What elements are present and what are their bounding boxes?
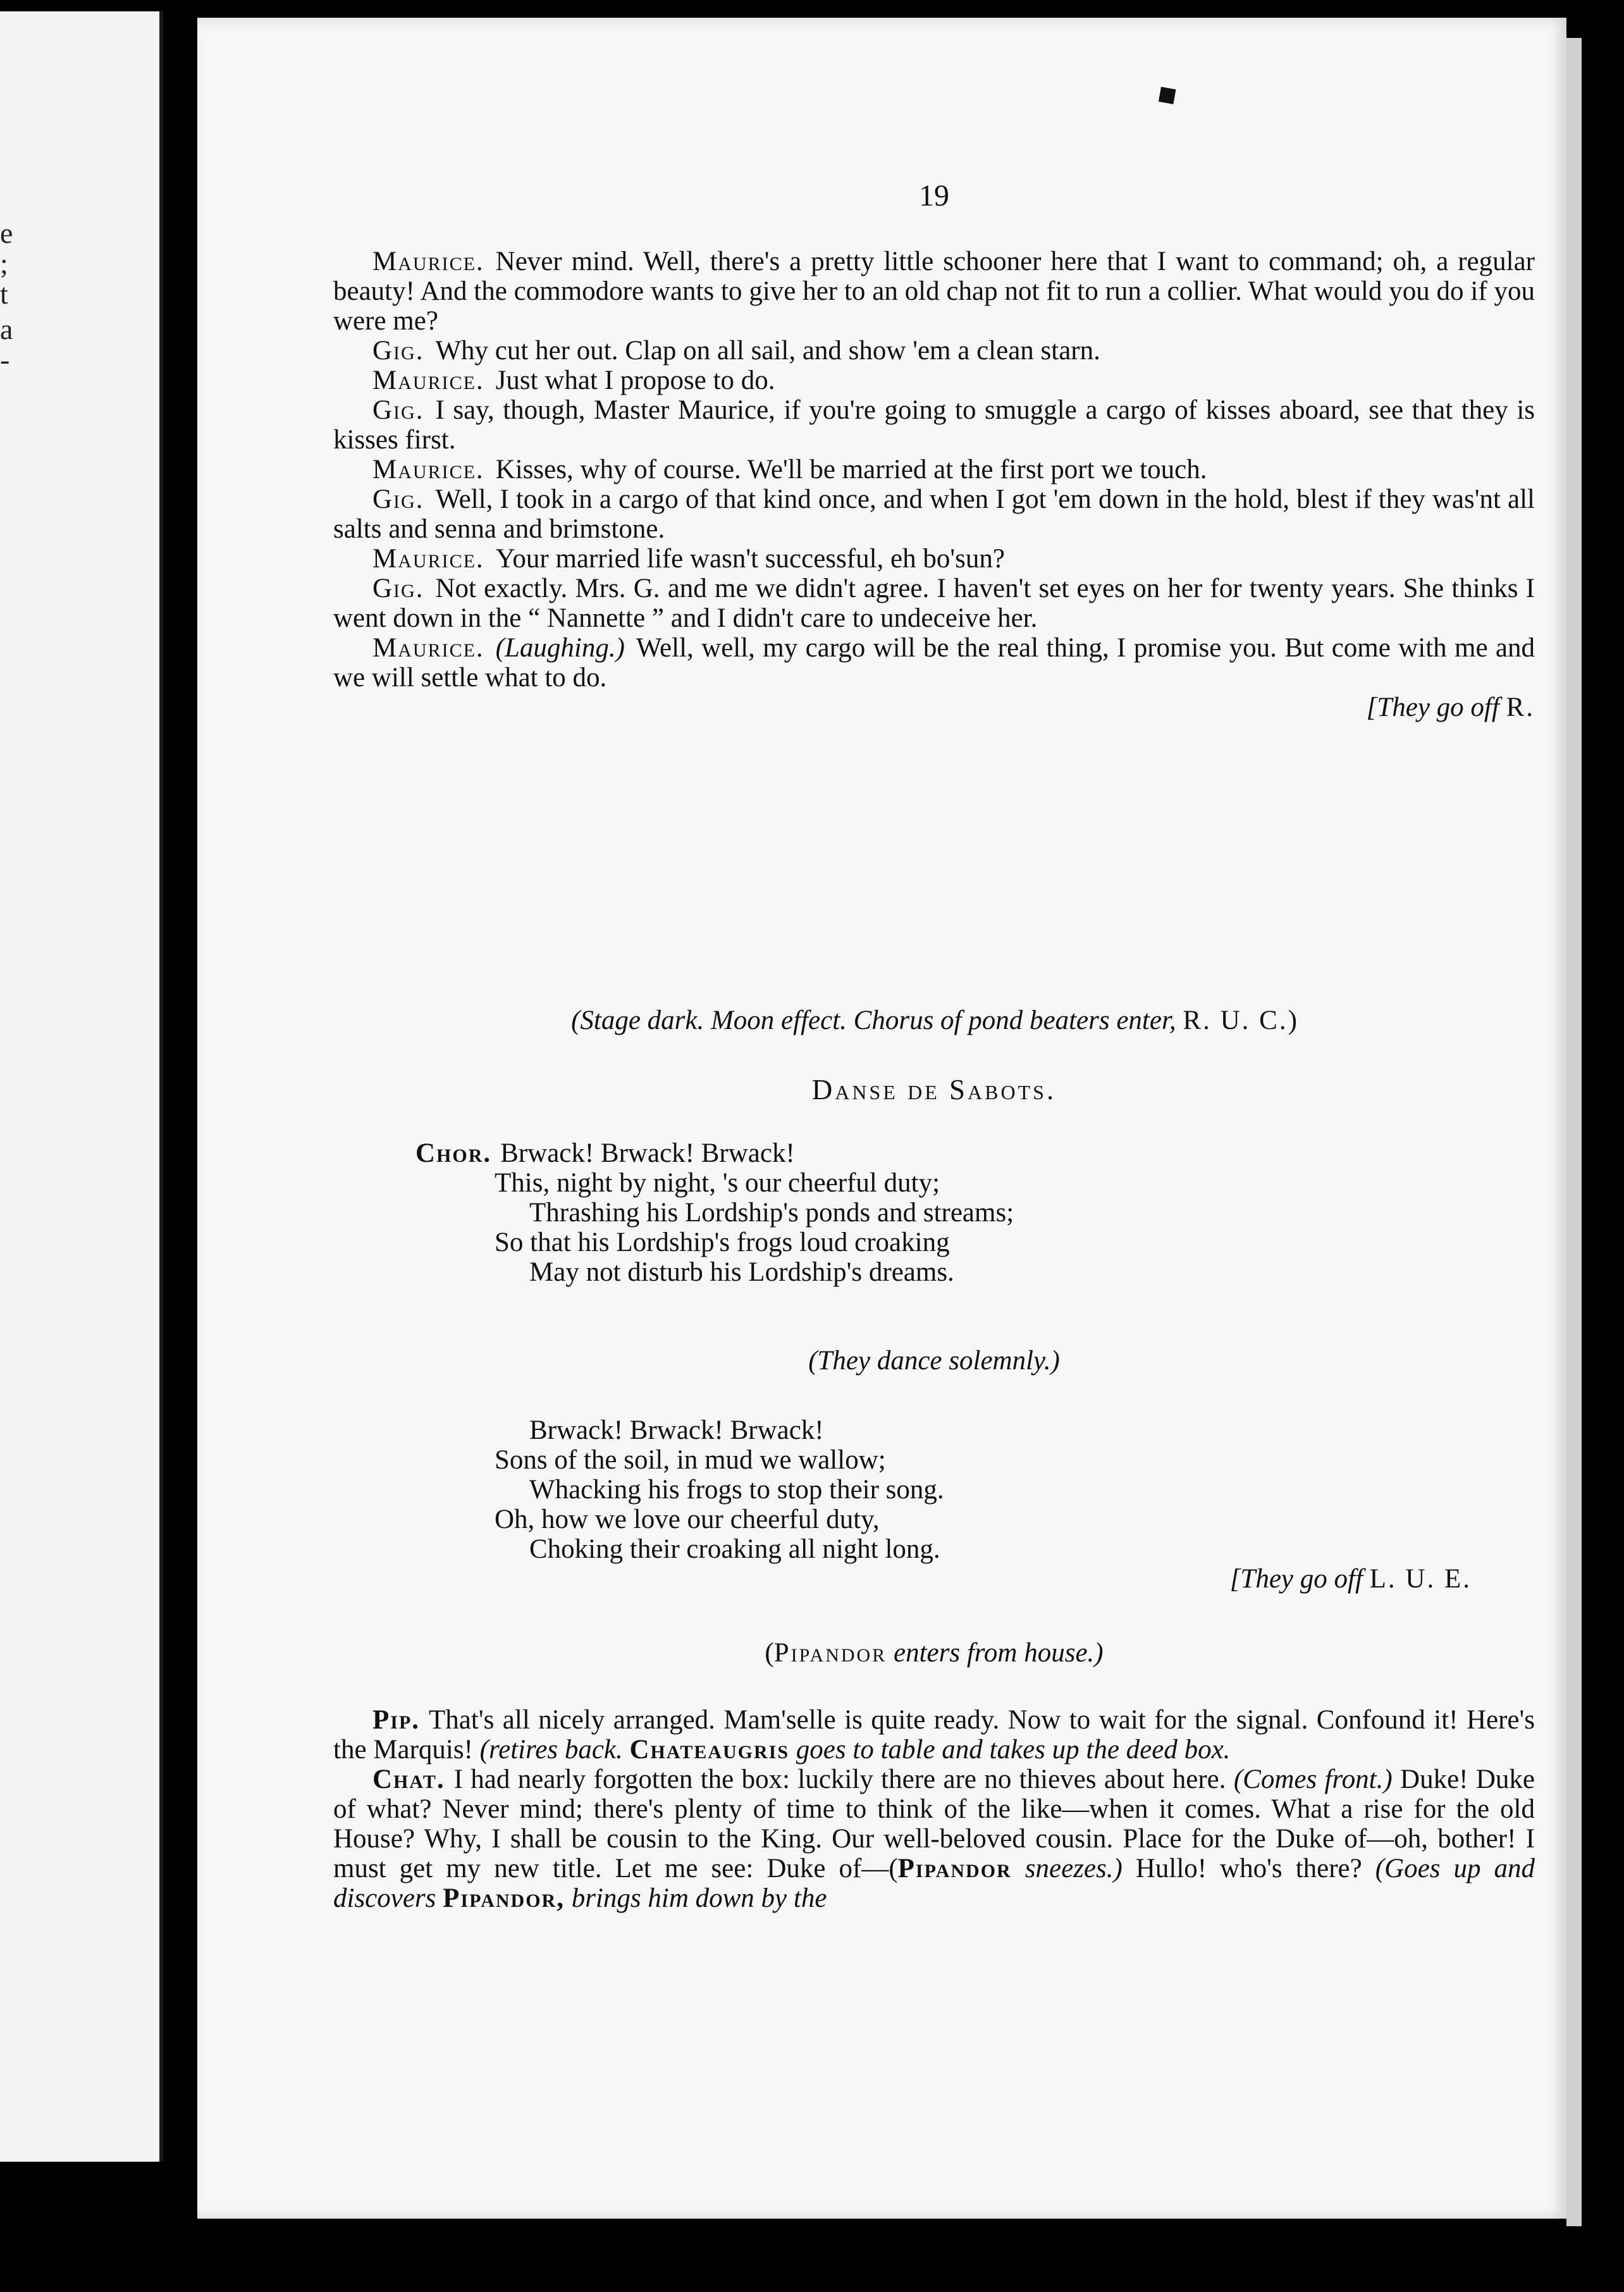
dialogue-text: Hullo! who's there? (1135, 1854, 1362, 1883)
verse-line: Choking their croaking all night long. (529, 1534, 940, 1564)
verse-line: Thrashing his Lordship's ponds and streams; (529, 1198, 1014, 1228)
stage-direction (333, 1006, 1535, 1035)
speaker-name: Maurice. (372, 455, 484, 484)
stage-direction: goes to table and takes up the deed box. (796, 1735, 1231, 1765)
book-page (197, 18, 1566, 2219)
dialogue-text: Duke! Duke of what? Never mind; there's plenty of time to think of the like—when it comes. What a rise for the old House? Why, I shall be cousin to the King. Our well-beloved cousin. Place for the Duke of—oh, bother! I must get my new title. Let me see: Duke of—( (333, 1765, 1535, 1883)
dialogue-text: Well, well, my cargo will be the real thing, I promise you. But come with me and we will settle what to do. (333, 633, 1535, 693)
speaker-name: Gig. (372, 395, 424, 425)
ink-speck: ◆ (1148, 75, 1184, 113)
dialogue-block-bottom (333, 1705, 1535, 1913)
facing-page-fragment: t (0, 278, 8, 310)
stage-direction: sneezes.) (1024, 1854, 1123, 1883)
stage-text: (Stage dark. Moon effect. Chorus of pond beaters enter, (571, 1006, 1176, 1035)
verse-line: Brwack! Brwack! Brwack! (529, 1415, 824, 1445)
dialogue-line (333, 1765, 1535, 1913)
speaker-name: Gig. (372, 336, 424, 366)
dialogue-text: Never mind. Well, there's a pretty little schooner here that I want to command; oh, a regular beauty! And the commodore wants to give her to an old chap not fit to run a collier. What would you do if you were me? (333, 247, 1535, 336)
exit-text: [They go off (1366, 693, 1499, 722)
speaker-name: Gig. (372, 484, 424, 514)
facing-page-fragment: - (0, 343, 10, 376)
exit-direction (333, 1564, 1472, 1594)
verse (333, 1138, 1535, 1287)
dialogue-line (333, 544, 1535, 574)
verse (333, 1415, 1535, 1564)
speaker-name: Pip. (372, 1705, 421, 1735)
dialogue-text: Kisses, why of course. We'll be married at the first port we touch. (495, 455, 1207, 484)
character-name: Pipandor (773, 1638, 887, 1668)
dialogue-block-top (333, 247, 1535, 722)
dialogue-line (333, 366, 1535, 395)
dialogue-text: I say, though, Master Maurice, if you're going to smuggle a cargo of kisses aboard, see that they is kisses first. (333, 395, 1535, 455)
dialogue-text: Well, I took in a cargo of that kind once, and when I got 'em down in the hold, blest if they was'nt all salts and senna and brimstone. (333, 484, 1535, 544)
dialogue-text: I had nearly forgotten the box: luckily there are no thieves about here. (453, 1765, 1226, 1794)
dialogue-text: That's all nicely arranged. Mam'selle is quite ready. Now to wait for the signal. Confound it! Here's the Marquis! (333, 1705, 1535, 1765)
dialogue-line (333, 395, 1535, 455)
verse-line: So that his Lordship's frogs loud croaking (495, 1228, 950, 1257)
speaker-name: Maurice. (372, 366, 484, 395)
dialogue-line (333, 1705, 1535, 1765)
facing-page-fragment: e (0, 217, 13, 249)
verse-line (415, 1138, 1535, 1168)
speaker-name: Gig. (372, 574, 424, 603)
stage-direction: (Comes front.) (1233, 1765, 1393, 1794)
character-name: Pipandor (897, 1854, 1012, 1883)
verse-text: Brwack! Brwack! Brwack! (500, 1138, 795, 1168)
dialogue-line (333, 336, 1535, 366)
verse-line: Sons of the soil, in mud we wallow; (495, 1445, 886, 1475)
stage-direction (333, 1638, 1535, 1668)
speaker-name: Maurice. (372, 247, 484, 276)
verse-line: Whacking his frogs to stop their song. (529, 1475, 944, 1505)
stage-close: ) (1288, 1006, 1297, 1035)
speaker-name: Maurice. (372, 633, 484, 663)
facing-page-fragment: ; (0, 247, 8, 280)
verse-line: May not disturb his Lordship's dreams. (529, 1257, 954, 1287)
verse-line: This, night by night, 's our cheerful duty; (495, 1168, 940, 1198)
exit-location: L. U. E. (1369, 1564, 1472, 1594)
dialogue-line (333, 247, 1535, 336)
speaker-name: Chat. (372, 1765, 445, 1794)
character-name: Pipandor, (443, 1883, 565, 1913)
character-name: Chateaugris (629, 1735, 790, 1765)
speaker-name: Maurice. (372, 544, 484, 574)
stage-direction: (They dance solemnly.) (808, 1346, 1060, 1376)
exit-text: [They go off (1229, 1564, 1363, 1594)
dialogue-line (333, 633, 1535, 693)
dialogue-text: Just what I propose to do. (495, 366, 775, 395)
exit-direction (333, 693, 1535, 722)
dance-direction (333, 1346, 1535, 1376)
stage-direction: brings him down by the (571, 1883, 827, 1913)
facing-page-fragment: a (0, 313, 13, 345)
stage-direction: (retires back. (479, 1735, 623, 1765)
page-number: 19 (919, 179, 949, 213)
stage-direction: (Laughing.) (495, 633, 625, 663)
page-shadow-edge (1566, 38, 1582, 2226)
song-heading-block (333, 1075, 1535, 1105)
verse-1 (333, 1138, 1535, 1287)
dialogue-text: Not exactly. Mrs. G. and me we didn't agree. I haven't set eyes on her for twenty years. She thinks I went down in the “ Nannette ” and I didn't care to undeceive her. (333, 574, 1535, 633)
dialogue-line (333, 484, 1535, 544)
dialogue-text: Why cut her out. Clap on all sail, and show 'em a clean starn. (435, 336, 1100, 366)
dialogue-line (333, 574, 1535, 633)
facing-page-edge (0, 11, 163, 2162)
stage-direction: (Goes up and discovers (333, 1854, 1535, 1913)
verse-2 (333, 1415, 1535, 1594)
stage-location: R. U. C. (1183, 1006, 1288, 1035)
stage-open: ( (765, 1638, 774, 1668)
chorus-speaker: Chor. (415, 1138, 492, 1168)
song-title: Danse de Sabots. (811, 1074, 1057, 1106)
dialogue-line (333, 455, 1535, 484)
stage-text: enters from house.) (893, 1638, 1104, 1668)
dialogue-text: Your married life wasn't successful, eh bo'sun? (495, 544, 1005, 574)
exit-location: R. (1506, 693, 1535, 722)
entrance-direction (333, 1638, 1535, 1668)
verse-line: Oh, how we love our cheerful duty, (495, 1505, 880, 1534)
stage-direction-block (333, 1006, 1535, 1035)
